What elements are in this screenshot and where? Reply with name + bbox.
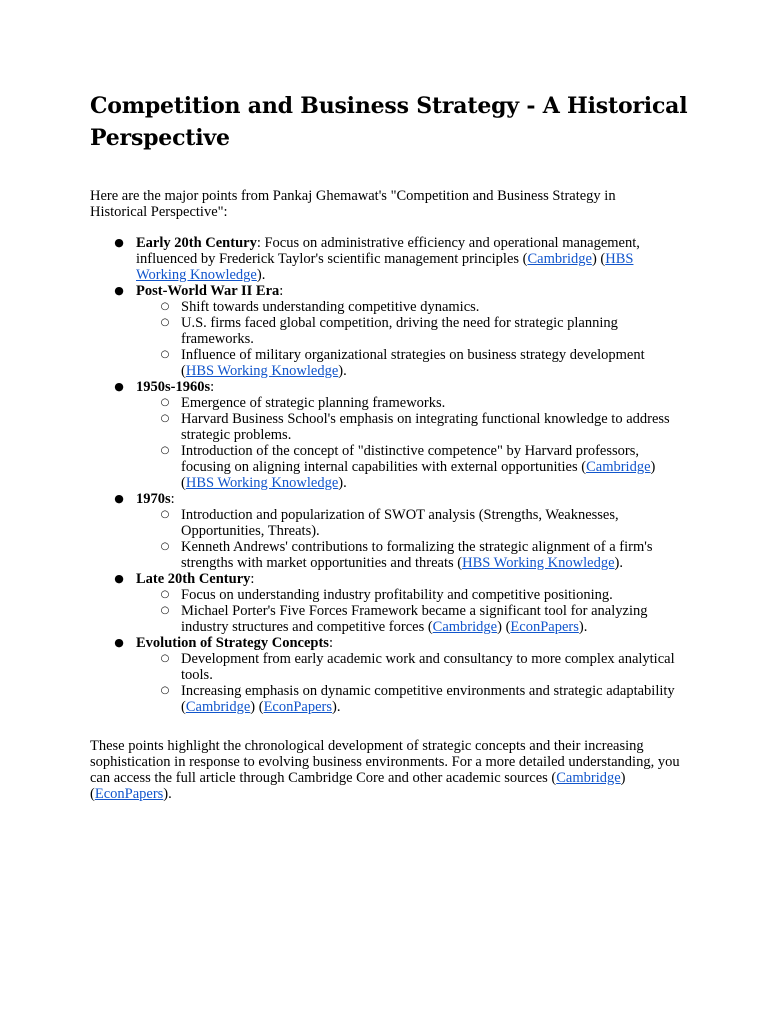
sub-list-item: ○ Introduction and popularization of SWOT analysis (Strengths, Weaknesses, Opportunities, Threats). <box>136 507 676 539</box>
section-heading: Late 20th Century <box>136 571 251 587</box>
list-item-1950s-1960s: ● 1950s-1960s: ○ Emergence of strategic planning frameworks. ○ Harvard Business School's emphasis on integrating functional knowledge to address strategic problems. ○ Introduction of the concept of "distinctive competence" by Harvard professors, focusing on aligning internal capabilities with external opportunities (Cambridge) (HBS Working Knowledge). <box>136 379 676 491</box>
econpapers-link[interactable]: EconPapers <box>263 699 333 715</box>
section-text: : Focus on administrative efficiency and operational management, influenced by Frederick Taylor's scientific management principles ( <box>136 235 640 267</box>
hbs-working-knowledge-link[interactable]: HBS Working Knowledge <box>136 251 634 283</box>
page-title: Competition and Business Strategy - A Historical Perspective <box>90 93 688 151</box>
list-item-post-wwii-era: ● Post-World War II Era: ○ Shift towards understanding competitive dynamics. ○ U.S. firms faced global competition, driving the need for strategic planning frameworks. ○ Influence of military organizational strategies on business strategy development (HBS Working Knowledge). <box>136 283 676 379</box>
sub-list-item: ○ Influence of military organizational strategies on business strategy development (HBS Working Knowledge). <box>136 347 676 379</box>
circle-bullet-icon: ○ <box>160 653 170 664</box>
circle-bullet-icon: ○ <box>160 301 170 312</box>
circle-bullet-icon: ○ <box>160 605 170 616</box>
circle-bullet-icon: ○ <box>160 397 170 408</box>
bullet-icon: ● <box>114 572 124 585</box>
sub-list <box>136 507 676 571</box>
intro-paragraph: Here are the major points from Pankaj Ghemawat's "Competition and Business Strategy in Historical Perspective": <box>90 188 616 220</box>
section-heading: 1950s-1960s <box>136 379 211 395</box>
section-heading: Evolution of Strategy Concepts <box>136 635 329 651</box>
list-item-late-20th-century: ● Late 20th Century: ○ Focus on understanding industry profitability and competitive positioning. ○ Michael Porter's Five Forces Framework became a significant tool for analyzing industry structures and competitive forces (Cambridge) (EconPapers). <box>136 571 676 635</box>
hbs-working-knowledge-link[interactable]: HBS Working Knowledge <box>185 475 339 491</box>
sub-list-item: ○ Focus on understanding industry profitability and competitive positioning. <box>136 587 676 603</box>
sub-list <box>136 651 676 715</box>
hbs-working-knowledge-link[interactable]: HBS Working Knowledge <box>462 555 615 571</box>
list-item-evolution-of-strategy-concepts: ● Evolution of Strategy Concepts: ○ Development from early academic work and consultancy to more complex analytical tools. ○ Increasing emphasis on dynamic competitive environments and strategic adaptability (Cambridge) (EconPapers). <box>136 635 676 715</box>
bullet-icon: ● <box>114 284 124 297</box>
sub-list-item: ○ Emergence of strategic planning frameworks. <box>136 395 676 411</box>
bullet-icon: ● <box>114 636 124 649</box>
circle-bullet-icon: ○ <box>160 685 170 696</box>
section-heading: 1970s <box>136 491 171 507</box>
sub-list <box>136 395 676 491</box>
cambridge-link[interactable]: Cambridge <box>586 459 651 475</box>
closing-paragraph: These points highlight the chronological development of strategic concepts and their increasing sophistication in response to evolving business environments. For a more detailed understanding, you can access the full article through Cambridge Core and other academic sources (Cambridge) (EconPapers). <box>90 738 680 802</box>
cambridge-link[interactable]: Cambridge <box>527 251 592 267</box>
circle-bullet-icon: ○ <box>160 509 170 520</box>
sub-list <box>136 299 676 379</box>
sub-list-item: ○ Michael Porter's Five Forces Framework became a significant tool for analyzing industry structures and competitive forces (Cambridge) (EconPapers). <box>136 603 676 635</box>
sub-list <box>136 587 676 635</box>
econpapers-link[interactable]: EconPapers <box>510 619 579 635</box>
circle-bullet-icon: ○ <box>160 541 170 552</box>
econpapers-link[interactable]: EconPapers <box>94 786 164 802</box>
cambridge-link[interactable]: Cambridge <box>556 770 621 786</box>
circle-bullet-icon: ○ <box>160 349 170 360</box>
sub-list-item: ○ Harvard Business School's emphasis on integrating functional knowledge to address strategic problems. <box>136 411 676 443</box>
major-points-list <box>114 235 676 715</box>
circle-bullet-icon: ○ <box>160 445 170 456</box>
cambridge-link[interactable]: Cambridge <box>432 619 498 635</box>
list-item-1970s: ● 1970s: ○ Introduction and popularization of SWOT analysis (Strengths, Weaknesses, Opportunities, Threats). ○ Kenneth Andrews' contributions to formalizing the strategic alignment of a firm's strengths with market opportunities and threats (HBS Working Knowledge). <box>136 491 676 571</box>
section-heading: Post-World War II Era <box>136 283 280 299</box>
hbs-working-knowledge-link[interactable]: HBS Working Knowledge <box>185 363 339 379</box>
sub-list-item: ○ Development from early academic work and consultancy to more complex analytical tools. <box>136 651 676 683</box>
bullet-icon: ● <box>114 492 124 505</box>
sub-list-item: ○ Introduction of the concept of "distinctive competence" by Harvard professors, focusing on aligning internal capabilities with external opportunities (Cambridge) (HBS Working Knowledge). <box>136 443 676 491</box>
bullet-icon: ● <box>114 236 124 249</box>
circle-bullet-icon: ○ <box>160 413 170 424</box>
sub-list-item: ○ Increasing emphasis on dynamic competitive environments and strategic adaptability (Cambridge) (EconPapers). <box>136 683 676 715</box>
sub-list-item: ○ U.S. firms faced global competition, driving the need for strategic planning frameworks. <box>136 315 676 347</box>
bullet-icon: ● <box>114 380 124 393</box>
list-item-early-20th-century: ● Early 20th Century: Focus on administrative efficiency and operational management, influenced by Frederick Taylor's scientific management principles (Cambridge) (HBS Working Knowledge). <box>136 235 676 283</box>
sub-list-item: ○ Kenneth Andrews' contributions to formalizing the strategic alignment of a firm's strengths with market opportunities and threats (HBS Working Knowledge). <box>136 539 676 571</box>
sub-list-item: ○ Shift towards understanding competitive dynamics. <box>136 299 676 315</box>
section-heading: Early 20th Century <box>136 235 257 251</box>
circle-bullet-icon: ○ <box>160 317 170 328</box>
cambridge-link[interactable]: Cambridge <box>185 699 251 715</box>
circle-bullet-icon: ○ <box>160 589 170 600</box>
